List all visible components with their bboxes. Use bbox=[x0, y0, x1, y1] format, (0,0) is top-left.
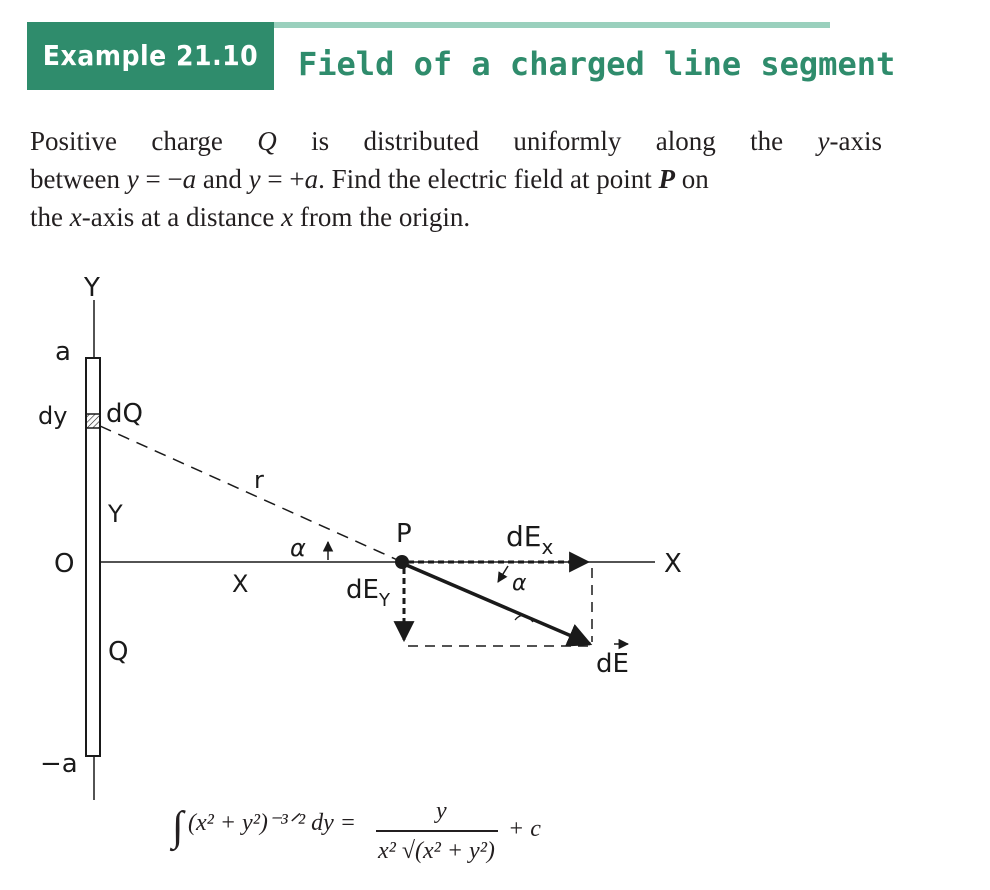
label-dE-vector: dE bbox=[596, 649, 629, 679]
fraction-bar bbox=[376, 830, 498, 832]
line-charge-diagram bbox=[0, 260, 990, 800]
alpha-arrow-2 bbox=[498, 566, 508, 582]
problem-line-1: Positive charge Q is distributed uniformly along the y-axis bbox=[30, 126, 883, 156]
problem-statement bbox=[30, 122, 882, 236]
label-P: P bbox=[396, 519, 412, 549]
integral-sign: ∫ bbox=[172, 804, 184, 850]
label-a: a bbox=[55, 337, 71, 367]
dE-vector bbox=[404, 564, 590, 644]
label-alpha-2: α bbox=[512, 571, 527, 596]
label-Q: Q bbox=[108, 637, 129, 667]
label-dQ: dQ bbox=[106, 399, 143, 429]
charge-element-dQ bbox=[86, 414, 100, 428]
problem-line-3: the x-axis at a distance x from the origin. bbox=[30, 202, 471, 232]
r-line bbox=[100, 426, 402, 562]
label-alpha-1: α bbox=[290, 534, 306, 562]
formula-lhs: (x² + y²)⁻³ᐟ² dy = bbox=[188, 810, 356, 836]
integral-formula bbox=[172, 792, 598, 884]
label-r: r bbox=[254, 466, 264, 494]
label-O: O bbox=[54, 549, 75, 579]
example-title: Field of a charged line segment bbox=[298, 45, 896, 83]
label-dy: dy bbox=[38, 402, 68, 430]
label-X-axis: X bbox=[664, 549, 682, 579]
label-minus-a: −a bbox=[40, 749, 78, 779]
label-x: X bbox=[232, 570, 249, 598]
label-y: Y bbox=[108, 500, 123, 528]
formula-numerator: y bbox=[436, 798, 447, 824]
formula-denominator: x² √(x² + y²) bbox=[378, 838, 495, 864]
label-dEy: $dE_Y$ bbox=[346, 575, 390, 611]
example-badge: Example 21.10 bbox=[27, 22, 274, 90]
problem-line-2: between y = −a and y = +a. Find the electric field at point P on bbox=[30, 164, 709, 194]
label-dEx: $dE_x$ bbox=[506, 520, 554, 559]
label-Y-axis: Y bbox=[84, 273, 100, 303]
formula-constant: + c bbox=[508, 816, 541, 842]
header-rule bbox=[274, 22, 830, 28]
